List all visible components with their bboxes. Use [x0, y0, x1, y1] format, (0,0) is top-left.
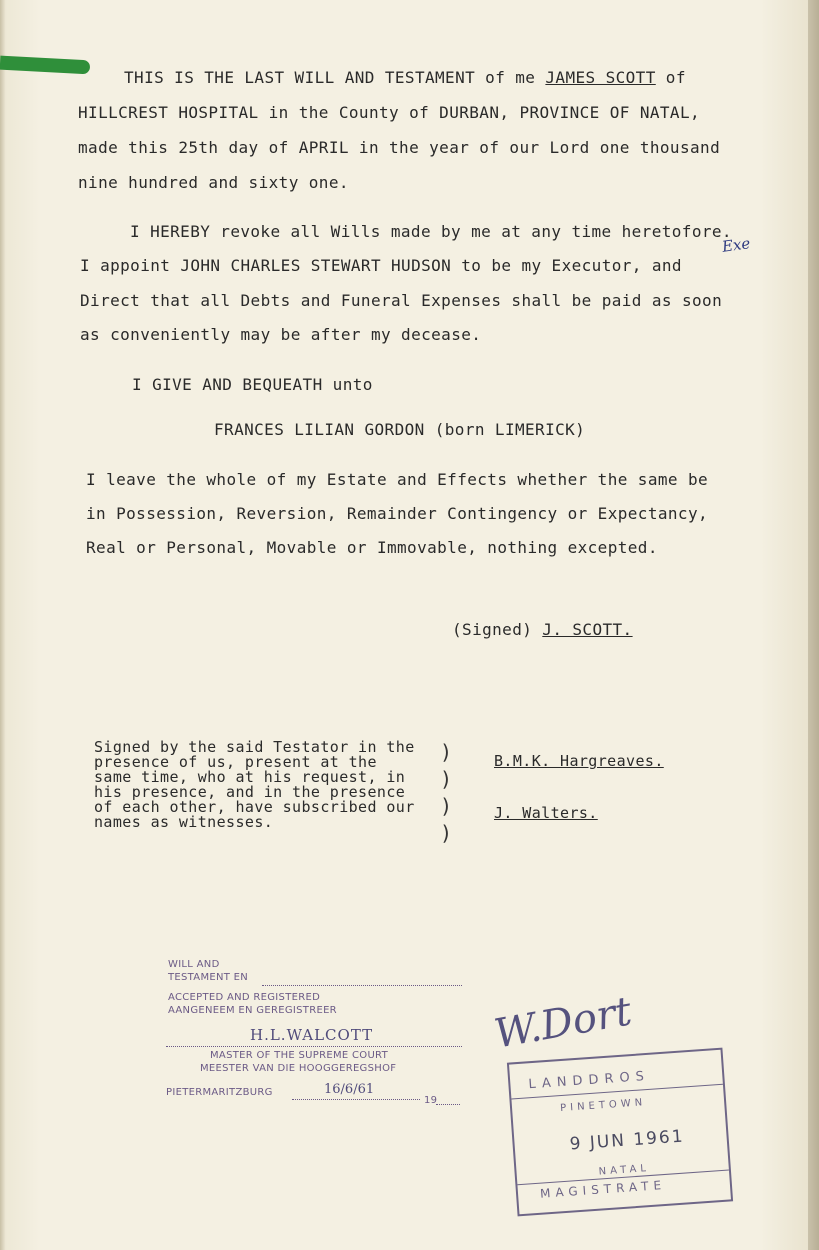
- magistrate-top: LANDDROS: [527, 1068, 651, 1093]
- margin-note: Exe: [720, 234, 752, 256]
- witness-clause-line: of each other, have subscribed our: [94, 798, 415, 816]
- registry-stamp-line: TESTAMENT EN: [168, 972, 249, 983]
- beneficiary-name: FRANCES LILIAN GORDON (born LIMERICK): [214, 420, 586, 439]
- year-line: nine hundred and sixty one.: [78, 173, 349, 192]
- witness-one: B.M.K. Hargreaves.: [494, 752, 664, 770]
- testator-signature: [452, 620, 633, 639]
- registry-dotted-line: [262, 985, 462, 986]
- registry-stamp-line: MEESTER VAN DIE HOOGGEREGSHOF: [200, 1063, 397, 1074]
- executor-line: I appoint JOHN CHARLES STEWART HUDSON to be my Executor, and: [80, 256, 682, 275]
- registry-stamp-line: ACCEPTED AND REGISTERED: [168, 992, 321, 1003]
- opening-line: [124, 68, 686, 87]
- registry-year: 19: [424, 1095, 438, 1106]
- registry-dotted-line: [166, 1046, 462, 1047]
- movable-line: Real or Personal, Movable or Immovable, nothing excepted.: [86, 538, 658, 557]
- revocation-line: I HEREBY revoke all Wills made by me at any time heretofore.: [130, 222, 732, 241]
- registry-dotted-line: [292, 1099, 420, 1100]
- magistrate-town: PINETOWN: [559, 1097, 647, 1115]
- address-line: HILLCREST HOSPITAL in the County of DURBAN, PROVINCE OF NATAL,: [78, 103, 701, 122]
- registry-stamp-line: WILL AND: [168, 959, 220, 970]
- registry-place: PIETERMARITZBURG: [166, 1087, 273, 1098]
- bequest-line: I GIVE AND BEQUEATH unto: [132, 375, 373, 394]
- registry-dotted-line: [436, 1104, 460, 1105]
- registry-stamp-line: MASTER OF THE SUPREME COURT: [210, 1050, 388, 1061]
- decease-line: as conveniently may be after my decease.: [80, 325, 482, 344]
- possession-line: in Possession, Reversion, Remainder Contingency or Expectancy,: [86, 504, 709, 523]
- magistrate-bottom: MAGISTRATE: [539, 1177, 667, 1201]
- page-left-edge: [0, 0, 6, 1250]
- debts-line: Direct that all Debts and Funeral Expenses shall be paid as soon: [80, 291, 723, 310]
- opening-suffix: of: [655, 68, 686, 87]
- signed-label: (Signed): [452, 620, 543, 639]
- page-right-edge: [808, 0, 819, 1250]
- witness-clause-line: same time, who at his request, in: [94, 768, 406, 786]
- magistrate-stamp: [507, 1048, 733, 1217]
- magistrate-date: 9 JUN 1961: [569, 1126, 686, 1155]
- estate-line: I leave the whole of my Estate and Effects whether the same be: [86, 470, 709, 489]
- date-line: made this 25th day of APRIL in the year of our Lord one thousand: [78, 138, 721, 157]
- magistrate-province: NATAL: [598, 1163, 651, 1178]
- witness-clause-line: names as witnesses.: [94, 813, 274, 831]
- witness-clause-line: Signed by the said Testator in the: [94, 738, 415, 756]
- witness-two: J. Walters.: [494, 804, 598, 822]
- signed-name: J. SCOTT.: [542, 620, 633, 639]
- opening-prefix: THIS IS THE LAST WILL AND TESTAMENT of me: [124, 68, 546, 87]
- testator-name: JAMES SCOTT: [545, 68, 656, 87]
- handwritten-scrawl: W.Dort: [491, 988, 636, 1058]
- witness-clause-line: his presence, and in the presence: [94, 783, 406, 801]
- registry-stamp-line: AANGENEEM EN GEREGISTREER: [168, 1005, 337, 1016]
- witness-clause-line: presence of us, present at the: [94, 753, 377, 771]
- registry-date: 16/6/61: [324, 1082, 375, 1097]
- registrar-signature: H.L.WALCOTT: [250, 1026, 374, 1044]
- witness-brace: ) ) ) ): [440, 740, 453, 845]
